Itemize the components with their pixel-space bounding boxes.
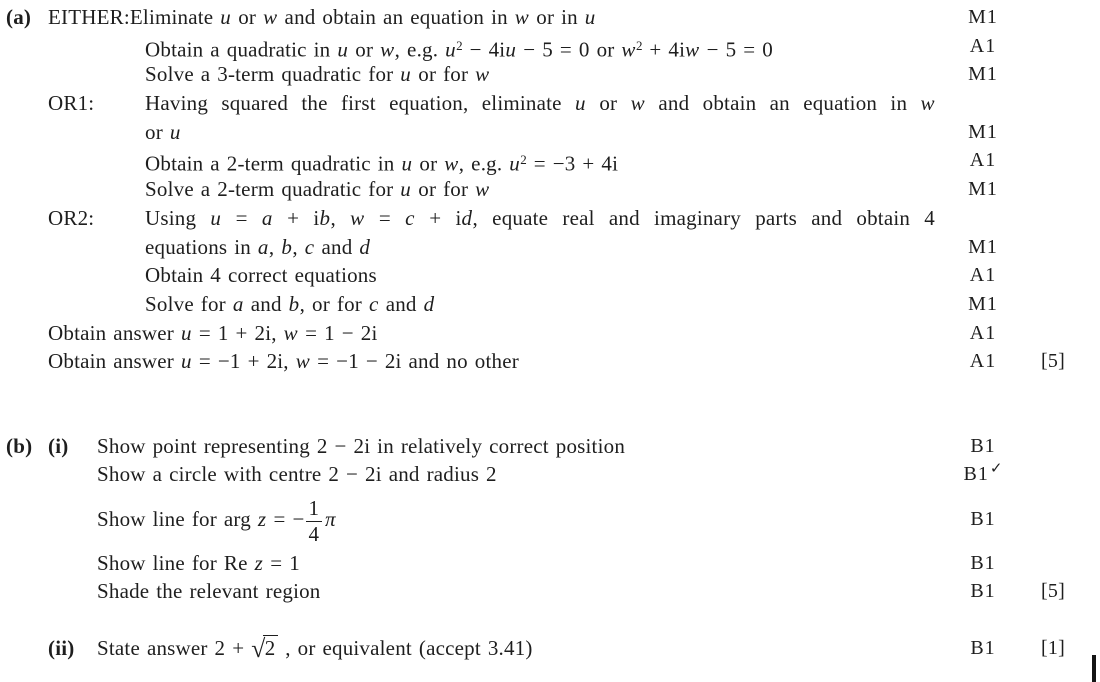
text-segment: or: [348, 37, 381, 62]
text-segment: u: [401, 151, 413, 176]
scheme-row: [0, 460, 1100, 489]
row-text: [97, 432, 950, 461]
text-segment: w: [514, 5, 530, 29]
mark-code: B1: [970, 507, 996, 530]
fraction: [306, 497, 323, 545]
text-segment: w: [475, 62, 490, 87]
mark-code: M1: [968, 120, 998, 143]
scheme-row: [0, 628, 1100, 668]
radicand: 2: [263, 635, 279, 660]
text-segment: ,: [330, 205, 351, 230]
text-segment: a: [232, 291, 244, 316]
text-segment: u: [505, 37, 517, 62]
mark-code: A1: [969, 149, 997, 172]
text-segment: State answer 2 +: [97, 635, 252, 660]
row-text: [97, 460, 950, 489]
row-text: [145, 175, 950, 204]
alternative-label: OR2:: [48, 205, 95, 230]
mark-code: M1: [968, 63, 998, 86]
text-segment: c: [304, 234, 315, 259]
part-label: (a): [6, 5, 32, 29]
text-segment: , e.g.: [458, 151, 510, 176]
text-segment: u: [220, 5, 232, 29]
sub-part-label: (ii): [48, 635, 75, 660]
text-segment: + i: [272, 205, 320, 230]
text-segment: Show line for Re: [97, 550, 255, 575]
scheme-row: [0, 290, 1100, 319]
text-segment: b: [281, 234, 293, 259]
follow-through-tick-icon: ✓: [989, 461, 1003, 478]
text-segment: w: [630, 91, 646, 116]
text-segment: Obtain answer: [48, 320, 181, 345]
text-segment: Solve a 2-term quadratic for: [145, 177, 401, 202]
text-segment: = −3 + 4i: [526, 151, 619, 176]
scheme-row: [0, 32, 1100, 61]
row-text: [48, 3, 950, 32]
text-segment: equations in: [145, 234, 258, 259]
row-text: [97, 489, 950, 549]
mark-code: M1: [968, 235, 998, 258]
text-segment: a: [257, 234, 269, 259]
row-text: [145, 233, 950, 262]
part-b-section: [0, 432, 1100, 668]
row-text: [145, 204, 935, 233]
text-segment: , or equivalent (accept 3.41): [278, 635, 533, 660]
text-segment: − 4i: [462, 37, 506, 62]
text-segment: w: [685, 37, 700, 62]
mark-code: B1: [970, 636, 996, 659]
text-segment: Show point representing 2 − 2i in relatively correct position: [97, 433, 626, 458]
total-marks-bracket: [1]: [1041, 636, 1065, 659]
text-segment: and obtain an equation in: [277, 5, 515, 29]
text-segment: = −1 − 2i and no other: [310, 349, 519, 374]
scheme-row: [0, 233, 1100, 262]
total-marks-bracket: [5]: [1041, 580, 1065, 603]
text-segment: 2: [456, 37, 463, 53]
text-segment: or: [412, 151, 445, 176]
text-segment: w: [263, 5, 278, 29]
text-segment: u: [337, 37, 349, 62]
text-segment: =: [221, 205, 262, 230]
scheme-row: [0, 175, 1100, 204]
text-segment: d: [461, 205, 473, 230]
text-segment: u: [509, 151, 521, 176]
text-segment: u: [210, 205, 222, 230]
scheme-row: [0, 204, 1100, 233]
mark-code: A1: [969, 264, 997, 287]
mark-code: A1: [969, 34, 997, 57]
row-text: [145, 146, 950, 178]
text-segment: or: [231, 5, 264, 29]
text-segment: u: [584, 5, 596, 29]
text-segment: = −: [266, 506, 305, 531]
text-segment: Shade the relevant region: [97, 579, 321, 604]
text-segment: − 5 = 0 or: [516, 37, 622, 62]
radical-sign: √: [251, 634, 266, 664]
text-segment: + 4i: [642, 37, 686, 62]
scheme-row: [0, 549, 1100, 578]
text-segment: Obtain answer: [48, 349, 181, 374]
text-segment: and: [378, 291, 424, 316]
text-segment: = 1 + 2i,: [191, 320, 284, 345]
row-text: [145, 261, 950, 290]
mark-code: B1: [970, 434, 996, 457]
total-marks-bracket: [5]: [1041, 350, 1065, 373]
text-segment: Solve a 3-term quadratic for: [145, 62, 401, 87]
text-segment: Having squared the first equation, eliminate: [145, 91, 576, 116]
text-segment: 2: [635, 37, 643, 53]
text-segment: Obtain a quadratic in: [145, 37, 338, 62]
row-text: [48, 319, 950, 348]
text-segment: w: [295, 349, 311, 374]
mark-code: B1: [970, 580, 996, 603]
row-text: [48, 347, 950, 376]
text-segment: or for: [411, 177, 476, 202]
row-text: [145, 290, 950, 319]
text-segment: w: [380, 37, 395, 62]
text-segment: d: [423, 291, 435, 316]
text-segment: or in: [529, 5, 585, 29]
text-segment: ,: [268, 234, 282, 259]
text-segment: , or for: [299, 291, 369, 316]
text-segment: a: [261, 205, 273, 230]
scheme-row: [0, 347, 1100, 376]
scheme-row: [0, 3, 1100, 32]
text-segment: z: [254, 550, 264, 575]
text-segment: Using: [145, 205, 211, 230]
text-segment: = 1 − 2i: [298, 320, 378, 345]
text-segment: c: [405, 205, 415, 230]
scheme-row: [0, 319, 1100, 348]
text-segment: Obtain 4 correct equations: [145, 263, 377, 288]
alternative-label: OR1:: [48, 91, 95, 116]
text-segment: − 5 = 0: [699, 37, 773, 62]
text-segment: or: [145, 119, 170, 144]
text-segment: u: [180, 349, 192, 374]
radical: [251, 628, 278, 670]
text-segment: Show line for arg: [97, 506, 258, 531]
row-text: [145, 60, 950, 89]
text-segment: u: [169, 119, 181, 144]
mark-code: M1: [968, 292, 998, 315]
text-segment: EITHER:Eliminate: [48, 5, 221, 29]
text-segment: and: [314, 234, 360, 259]
row-text: [145, 89, 935, 118]
mark-code: A1: [969, 350, 997, 373]
sub-part-label: (i): [48, 433, 69, 458]
text-segment: and: [243, 291, 289, 316]
mark-code: M1: [968, 6, 998, 28]
text-segment: u: [400, 177, 412, 202]
scheme-row: [0, 60, 1100, 89]
mark-code: B1: [970, 551, 996, 574]
scheme-row: [0, 89, 1100, 118]
text-segment: + i: [414, 205, 462, 230]
mark-code: B1✓: [963, 461, 1003, 486]
text-segment: or: [586, 91, 631, 116]
text-segment: Solve for: [145, 291, 233, 316]
text-segment: π: [325, 506, 337, 531]
part-label: (b): [6, 433, 33, 458]
text-segment: d: [359, 234, 371, 259]
text-segment: c: [368, 291, 379, 316]
text-segment: and obtain an equation in: [645, 91, 921, 116]
text-segment: or for: [411, 62, 476, 87]
mark-code: A1: [969, 321, 997, 344]
text-segment: w: [475, 177, 490, 202]
scheme-row: [0, 577, 1100, 606]
page-edge-mark: [1092, 655, 1096, 682]
text-segment: , equate real and imaginary parts and obtain 4: [472, 205, 936, 230]
fraction-numerator: 1: [308, 495, 320, 520]
text-segment: ,: [292, 234, 305, 259]
text-segment: 2: [520, 152, 527, 168]
text-segment: = 1: [263, 550, 300, 575]
text-segment: w: [283, 320, 299, 345]
text-segment: =: [364, 205, 406, 230]
text-segment: Show a circle with centre 2 − 2i and radius 2: [97, 462, 497, 487]
text-segment: b: [319, 205, 331, 230]
row-text: [97, 549, 950, 578]
text-segment: w: [444, 151, 459, 176]
text-segment: b: [288, 291, 300, 316]
text-segment: w: [621, 37, 636, 62]
text-segment: Obtain a 2-term quadratic in: [145, 151, 402, 176]
text-segment: u: [575, 91, 587, 116]
scheme-row: [0, 489, 1100, 549]
text-segment: u: [400, 62, 412, 87]
text-segment: w: [920, 91, 936, 116]
scheme-row: [0, 146, 1100, 175]
row-text: [97, 577, 950, 606]
text-segment: u: [445, 37, 457, 62]
fraction-denominator: 4: [306, 521, 323, 546]
text-segment: z: [257, 506, 267, 531]
text-segment: = −1 + 2i,: [191, 349, 296, 374]
scheme-row: [0, 118, 1100, 147]
text-segment: w: [350, 205, 365, 230]
text-segment: , e.g.: [394, 37, 446, 62]
mark-code: M1: [968, 178, 998, 201]
row-text: [97, 628, 950, 670]
scheme-row: [0, 432, 1100, 461]
row-text: [145, 118, 950, 147]
row-text: [145, 32, 950, 64]
text-segment: u: [180, 320, 192, 345]
scheme-row: [0, 261, 1100, 290]
